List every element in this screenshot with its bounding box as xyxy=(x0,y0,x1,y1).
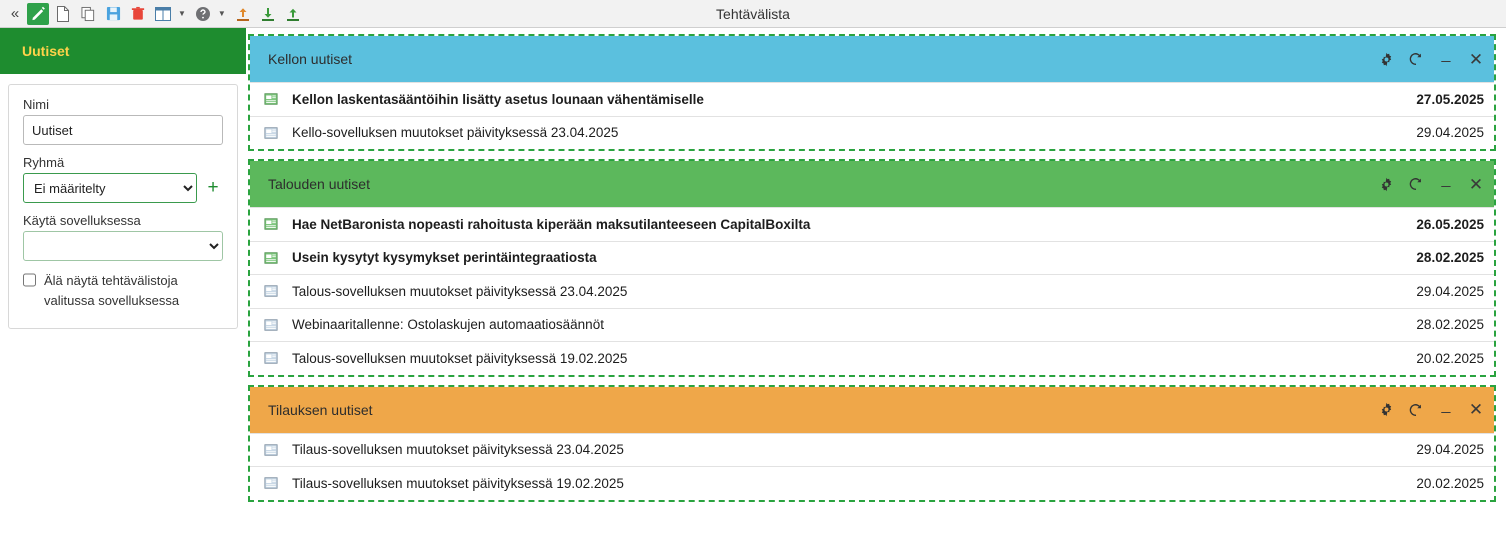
app-label: Käytä sovelluksessa xyxy=(23,213,141,228)
news-row[interactable] xyxy=(250,308,1494,342)
refresh-icon[interactable] xyxy=(1408,402,1424,418)
news-row[interactable] xyxy=(250,241,1494,275)
widget-header[interactable] xyxy=(250,36,1494,82)
settings-card xyxy=(8,84,238,329)
name-label: Nimi xyxy=(23,97,49,112)
export-arrow-icon xyxy=(235,6,251,22)
widget-actions xyxy=(1378,387,1484,433)
news-date: 20.02.2025 xyxy=(1416,350,1484,366)
app-row xyxy=(23,231,223,261)
panel-title: Uutiset xyxy=(22,43,70,59)
widget-title: Kellon uutiset xyxy=(268,51,353,67)
upload-button[interactable] xyxy=(282,3,304,25)
group-row xyxy=(23,173,223,203)
help-chevron-down-icon[interactable]: ▼ xyxy=(217,9,226,18)
settings-icon[interactable] xyxy=(1378,51,1394,67)
widget-title: Tilauksen uutiset xyxy=(268,401,373,418)
download-arrow-icon xyxy=(260,6,276,22)
double-chevron-left-icon: « xyxy=(10,5,20,22)
widget-talouden-uutiset xyxy=(248,159,1496,377)
edit-button[interactable] xyxy=(27,3,49,25)
news-row[interactable] xyxy=(250,341,1494,375)
news-date: 28.02.2025 xyxy=(1416,250,1484,266)
panel-header xyxy=(0,28,246,74)
widget-kellon-uutiset xyxy=(248,34,1496,151)
settings-icon[interactable] xyxy=(1378,402,1394,418)
widget-column xyxy=(246,28,1506,545)
upload-arrow-icon xyxy=(285,6,301,22)
minimize-icon[interactable]: _ xyxy=(1441,396,1451,414)
news-date: 28.02.2025 xyxy=(1416,317,1484,333)
group-select[interactable] xyxy=(23,173,197,203)
news-date: 29.04.2025 xyxy=(1416,283,1484,299)
save-button[interactable] xyxy=(102,3,124,25)
new-document-icon xyxy=(56,6,70,22)
news-date: 29.04.2025 xyxy=(1416,442,1484,458)
close-icon[interactable]: ✕ xyxy=(1468,174,1484,194)
layout-button[interactable] xyxy=(152,3,174,25)
news-title: Talous-sovelluksen muutokset päivityksessä 23.04.2025 xyxy=(292,283,628,299)
layout-columns-icon xyxy=(155,7,171,21)
close-icon[interactable]: ✕ xyxy=(1468,49,1484,69)
widget-actions xyxy=(1378,36,1484,82)
news-title: Tilaus-sovelluksen muutokset päivityksessä 23.04.2025 xyxy=(292,442,624,458)
trash-icon xyxy=(131,6,145,21)
help-button[interactable] xyxy=(192,3,214,25)
news-title: Usein kysytyt kysymykset perintäintegraatiosta xyxy=(292,250,597,266)
settings-icon[interactable] xyxy=(1378,176,1394,192)
layout-chevron-down-icon[interactable]: ▼ xyxy=(178,9,186,18)
news-icon xyxy=(264,476,282,490)
news-icon xyxy=(264,126,282,140)
news-icon xyxy=(264,443,282,457)
news-row[interactable] xyxy=(250,82,1494,116)
widget-tilauksen-uutiset xyxy=(248,385,1496,502)
news-icon xyxy=(264,284,282,298)
news-icon xyxy=(264,92,282,106)
app-select[interactable] xyxy=(23,231,223,261)
news-title: Talous-sovelluksen muutokset päivityksessä 19.02.2025 xyxy=(292,350,628,366)
news-date: 27.05.2025 xyxy=(1416,91,1484,107)
add-group-button[interactable] xyxy=(203,176,223,200)
copy-icon xyxy=(81,6,96,22)
news-title: Kellon laskentasääntöihin lisätty asetus lounaan vähentämiselle xyxy=(292,91,704,107)
open-external-button[interactable] xyxy=(232,3,254,25)
news-row[interactable] xyxy=(250,466,1494,500)
new-document-button[interactable] xyxy=(52,3,74,25)
group-label: Ryhmä xyxy=(23,155,65,170)
news-title: Kello-sovelluksen muutokset päivityksessä 23.04.2025 xyxy=(292,125,619,141)
hide-tasklists-row[interactable] xyxy=(23,271,223,310)
widget-title: Talouden uutiset xyxy=(268,176,370,192)
save-disk-icon xyxy=(106,6,121,21)
copy-button[interactable] xyxy=(77,3,99,25)
top-toolbar xyxy=(0,0,1506,28)
news-icon xyxy=(264,318,282,332)
news-title: Tilaus-sovelluksen muutokset päivityksessä 19.02.2025 xyxy=(292,475,624,491)
widget-actions xyxy=(1378,161,1484,207)
refresh-icon[interactable] xyxy=(1408,51,1424,67)
pencil-edit-icon xyxy=(31,6,46,21)
refresh-icon[interactable] xyxy=(1408,176,1424,192)
collapse-sidebar-button[interactable] xyxy=(6,3,24,25)
news-date: 26.05.2025 xyxy=(1416,216,1484,232)
delete-button[interactable] xyxy=(127,3,149,25)
news-date: 20.02.2025 xyxy=(1416,475,1484,491)
plus-icon: + xyxy=(207,177,219,198)
news-title: Webinaaritallenne: Ostolaskujen automaatiosäännöt xyxy=(292,317,604,333)
widget-header[interactable] xyxy=(250,387,1494,433)
news-title: Hae NetBaronista nopeasti rahoitusta kiperään maksutilanteeseen CapitalBoxilta xyxy=(292,216,811,232)
news-icon xyxy=(264,251,282,265)
close-icon[interactable]: ✕ xyxy=(1468,400,1484,419)
news-date: 29.04.2025 xyxy=(1416,125,1484,141)
news-row[interactable] xyxy=(250,207,1494,241)
news-row[interactable] xyxy=(250,433,1494,467)
left-panel xyxy=(0,28,246,545)
hide-tasklists-label: Älä näytä tehtävälistoja valitussa sovelluksessa xyxy=(44,273,180,308)
name-input[interactable] xyxy=(23,115,223,145)
hide-tasklists-checkbox[interactable] xyxy=(23,273,36,287)
widget-header[interactable] xyxy=(250,161,1494,207)
main-area xyxy=(0,28,1506,545)
news-icon xyxy=(264,217,282,231)
news-row[interactable] xyxy=(250,116,1494,150)
news-icon xyxy=(264,351,282,365)
news-row[interactable] xyxy=(250,274,1494,308)
minimize-icon[interactable]: _ xyxy=(1441,46,1451,63)
download-button[interactable] xyxy=(257,3,279,25)
help-circle-icon xyxy=(195,6,211,22)
minimize-icon[interactable]: _ xyxy=(1441,171,1451,188)
window-title: Tehtävälista xyxy=(716,5,790,22)
